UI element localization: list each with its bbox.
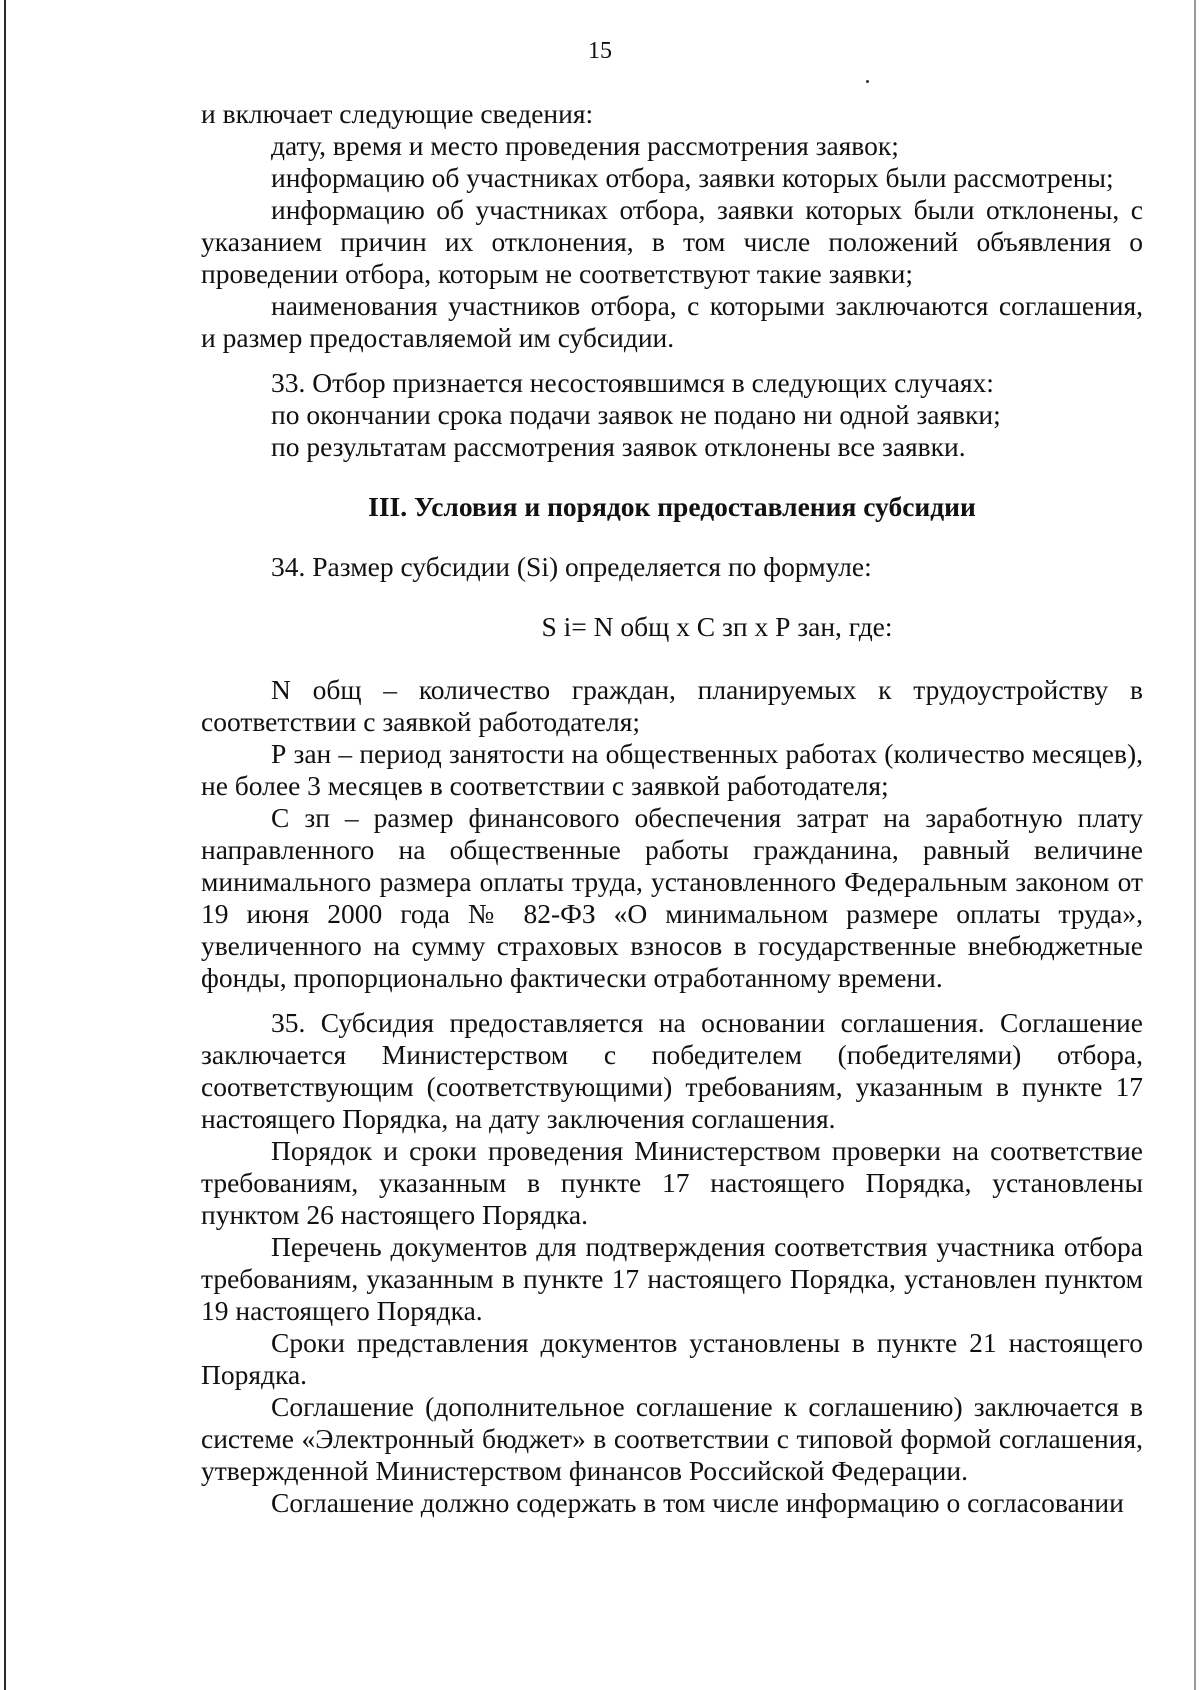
definition-p: Р зан – период занятости на общественных работах (количество месяцев), не более 3 месяцев в соответствии с заявкой работодателя;: [201, 738, 1143, 801]
paragraph: Порядок и сроки проведения Министерством проверки на соответствие требованиям, указанным в пункте 17 настоящего Порядка, установлены пунктом 26 настоящего Порядка.: [201, 1135, 1143, 1230]
list-item: дату, время и место проведения рассмотрения заявок;: [271, 130, 899, 161]
list-item: наименования участников отбора, с которыми заключаются соглашения, и размер предоставляемой им субсидии.: [201, 290, 1143, 353]
scan-edge-right: [1194, 0, 1196, 1690]
scan-dot: [866, 80, 869, 83]
list-item: по результатам рассмотрения заявок отклонены все заявки.: [271, 431, 966, 462]
paragraph: Перечень документов для подтверждения соответствия участника отбора требованиям, указанным в пункте 17 настоящего Порядка, установлен пунктом 19 настоящего Порядка.: [201, 1231, 1143, 1326]
paragraph: Соглашение должно содержать в том числе информацию о согласовании: [271, 1487, 1124, 1518]
list-item: информацию об участниках отбора, заявки которых были рассмотрены;: [271, 162, 1114, 193]
list-item: по окончании срока подачи заявок не подано ни одной заявки;: [271, 399, 1001, 430]
formula: S i= N общ х С зп х Р зан, где:: [541, 611, 893, 642]
document-body: [201, 98, 1143, 1519]
definition-n: N общ – количество граждан, планируемых к трудоустройству в соответствии с заявкой работодателя;: [201, 674, 1143, 737]
list-item: информацию об участниках отбора, заявки которых были отклонены, с указанием причин их отклонения, в том числе положений объявления о проведении отбора, которым не соответствуют такие заявки;: [201, 194, 1143, 289]
clause-33: 33. Отбор признается несостоявшимся в следующих случаях:: [271, 367, 994, 398]
clause-35: 35. Субсидия предоставляется на основании соглашения. Соглашение заключается Министерством с победителем (победителями) отбора, соответствующим (соответствующими) требованиям, указанным в пункте 17 настоящего Порядка, на дату заключения соглашения.: [201, 1007, 1143, 1134]
definition-c: С зп – размер финансового обеспечения затрат на заработную плату направленного на общественные работы гражданина, равный величине минимального размера оплаты труда, установленного Федеральным законом от 19 июня 2000 года № 82-ФЗ «О минимальном размере оплаты труда», увеличенного на сумму страховых взносов в государственные внебюджетные фонды, пропорционально фактически отработанному времени.: [201, 802, 1143, 993]
paragraph: Сроки представления документов установлены в пункте 21 настоящего Порядка.: [201, 1327, 1143, 1390]
scan-edge-left: [4, 0, 6, 1690]
paragraph: Соглашение (дополнительное соглашение к соглашению) заключается в системе «Электронный бюджет» в соответствии с типовой формой соглашения, утвержденной Министерством финансов Российской Федерации.: [201, 1391, 1143, 1486]
page-number: 15: [588, 38, 612, 64]
clause-34: 34. Размер субсидии (Si) определяется по формуле:: [271, 551, 872, 582]
paragraph: и включает следующие сведения:: [201, 98, 594, 129]
section-heading: III. Условия и порядок предоставления субсидии: [368, 491, 976, 522]
